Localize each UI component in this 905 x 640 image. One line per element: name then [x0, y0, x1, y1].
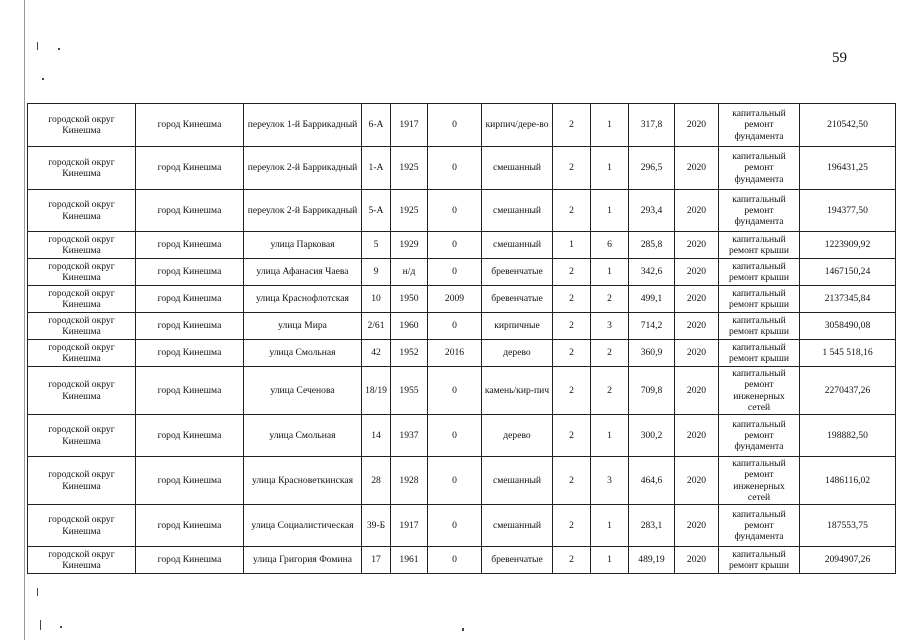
cost-cell: 210542,50: [800, 104, 896, 147]
wall-material-cell: дерево: [482, 340, 553, 367]
year-built-cell: 1917: [391, 505, 428, 547]
street-cell: улица Парковая: [244, 232, 362, 259]
floors-cell: 2: [553, 286, 591, 313]
settlement-cell: город Кинешма: [136, 367, 244, 415]
house-number-cell: 2/61: [362, 313, 391, 340]
table-row: [28, 505, 896, 547]
plan-year-cell: 2020: [675, 340, 719, 367]
table-row: [28, 259, 896, 286]
wall-material-cell: кирпич/дере-во: [482, 104, 553, 147]
wall-material-cell: бревенчатые: [482, 259, 553, 286]
area-cell: 714,2: [629, 313, 675, 340]
street-cell: улица Афанасия Чаева: [244, 259, 362, 286]
district-cell: городской округ Кинешма: [28, 147, 136, 190]
street-cell: переулок 1-й Баррикадный: [244, 104, 362, 147]
floors-cell: 2: [553, 104, 591, 147]
wall-material-cell: смешанный: [482, 190, 553, 232]
year-built-cell: 1925: [391, 190, 428, 232]
work-type-cell: капитальный ремонт фундамента: [719, 505, 800, 547]
settlement-cell: город Кинешма: [136, 104, 244, 147]
year-built-cell: 1928: [391, 457, 428, 505]
table-row: [28, 457, 896, 505]
house-number-cell: 1-А: [362, 147, 391, 190]
area-cell: 296,5: [629, 147, 675, 190]
cost-cell: 1223909,92: [800, 232, 896, 259]
district-cell: городской округ Кинешма: [28, 505, 136, 547]
year-built-cell: 1917: [391, 104, 428, 147]
work-type-cell: капитальный ремонт фундамента: [719, 104, 800, 147]
plan-year-cell: 2020: [675, 147, 719, 190]
page-number: 59: [832, 50, 847, 66]
floors-cell: 2: [553, 340, 591, 367]
entrances-cell: 2: [591, 340, 629, 367]
settlement-cell: город Кинешма: [136, 313, 244, 340]
year-repair-cell: 0: [428, 190, 482, 232]
area-cell: 464,6: [629, 457, 675, 505]
wall-material-cell: кирпичные: [482, 313, 553, 340]
floors-cell: 2: [553, 415, 591, 457]
street-cell: улица Сеченова: [244, 367, 362, 415]
plan-year-cell: 2020: [675, 415, 719, 457]
entrances-cell: 1: [591, 415, 629, 457]
wall-material-cell: бревенчатые: [482, 547, 553, 574]
year-repair-cell: 0: [428, 415, 482, 457]
house-number-cell: 14: [362, 415, 391, 457]
house-number-cell: 5-А: [362, 190, 391, 232]
work-type-cell: капитальный ремонт крыши: [719, 232, 800, 259]
work-type-cell: капитальный ремонт крыши: [719, 547, 800, 574]
table-row: [28, 147, 896, 190]
floors-cell: 2: [553, 190, 591, 232]
year-built-cell: 1961: [391, 547, 428, 574]
area-cell: 360,9: [629, 340, 675, 367]
settlement-cell: город Кинешма: [136, 286, 244, 313]
entrances-cell: 6: [591, 232, 629, 259]
district-cell: городской округ Кинешма: [28, 104, 136, 147]
district-cell: городской округ Кинешма: [28, 286, 136, 313]
year-repair-cell: 0: [428, 147, 482, 190]
house-number-cell: 5: [362, 232, 391, 259]
year-built-cell: н/д: [391, 259, 428, 286]
table-body: [28, 104, 896, 574]
house-number-cell: 17: [362, 547, 391, 574]
year-repair-cell: 0: [428, 104, 482, 147]
area-cell: 342,6: [629, 259, 675, 286]
house-number-cell: 10: [362, 286, 391, 313]
table-row: [28, 232, 896, 259]
year-repair-cell: 0: [428, 547, 482, 574]
buildings-table: [27, 103, 896, 574]
plan-year-cell: 2020: [675, 313, 719, 340]
work-type-cell: капитальный ремонт крыши: [719, 313, 800, 340]
house-number-cell: 9: [362, 259, 391, 286]
area-cell: 317,8: [629, 104, 675, 147]
cost-cell: 2094907,26: [800, 547, 896, 574]
entrances-cell: 1: [591, 104, 629, 147]
plan-year-cell: 2020: [675, 547, 719, 574]
wall-material-cell: смешанный: [482, 147, 553, 190]
settlement-cell: город Кинешма: [136, 457, 244, 505]
entrances-cell: 2: [591, 367, 629, 415]
district-cell: городской округ Кинешма: [28, 232, 136, 259]
district-cell: городской округ Кинешма: [28, 313, 136, 340]
settlement-cell: город Кинешма: [136, 505, 244, 547]
plan-year-cell: 2020: [675, 104, 719, 147]
street-cell: улица Краснофлотская: [244, 286, 362, 313]
wall-material-cell: бревенчатые: [482, 286, 553, 313]
district-cell: городской округ Кинешма: [28, 547, 136, 574]
street-cell: переулок 2-й Баррикадный: [244, 190, 362, 232]
year-built-cell: 1952: [391, 340, 428, 367]
settlement-cell: город Кинешма: [136, 415, 244, 457]
year-repair-cell: 2016: [428, 340, 482, 367]
settlement-cell: город Кинешма: [136, 232, 244, 259]
entrances-cell: 2: [591, 286, 629, 313]
area-cell: 293,4: [629, 190, 675, 232]
plan-year-cell: 2020: [675, 259, 719, 286]
floors-cell: 2: [553, 259, 591, 286]
year-built-cell: 1960: [391, 313, 428, 340]
area-cell: 283,1: [629, 505, 675, 547]
area-cell: 300,2: [629, 415, 675, 457]
cost-cell: 1486116,02: [800, 457, 896, 505]
cost-cell: 2137345,84: [800, 286, 896, 313]
table-row: [28, 415, 896, 457]
year-repair-cell: 0: [428, 367, 482, 415]
street-cell: улица Социалистическая: [244, 505, 362, 547]
area-cell: 499,1: [629, 286, 675, 313]
table-row: [28, 340, 896, 367]
settlement-cell: город Кинешма: [136, 547, 244, 574]
year-built-cell: 1929: [391, 232, 428, 259]
entrances-cell: 1: [591, 190, 629, 232]
wall-material-cell: смешанный: [482, 457, 553, 505]
house-number-cell: 42: [362, 340, 391, 367]
street-cell: улица Мира: [244, 313, 362, 340]
cost-cell: 187553,75: [800, 505, 896, 547]
table-row: [28, 286, 896, 313]
year-repair-cell: 0: [428, 457, 482, 505]
cost-cell: 194377,50: [800, 190, 896, 232]
table-row: [28, 367, 896, 415]
year-repair-cell: 0: [428, 313, 482, 340]
work-type-cell: капитальный ремонт инженерных сетей: [719, 457, 800, 505]
floors-cell: 2: [553, 505, 591, 547]
district-cell: городской округ Кинешма: [28, 190, 136, 232]
entrances-cell: 3: [591, 457, 629, 505]
entrances-cell: 1: [591, 147, 629, 190]
plan-year-cell: 2020: [675, 232, 719, 259]
district-cell: городской округ Кинешма: [28, 457, 136, 505]
work-type-cell: капитальный ремонт фундамента: [719, 147, 800, 190]
area-cell: 709,8: [629, 367, 675, 415]
house-number-cell: 28: [362, 457, 391, 505]
work-type-cell: капитальный ремонт крыши: [719, 286, 800, 313]
work-type-cell: капитальный ремонт крыши: [719, 259, 800, 286]
plan-year-cell: 2020: [675, 367, 719, 415]
wall-material-cell: смешанный: [482, 232, 553, 259]
table-row: [28, 547, 896, 574]
street-cell: улица Смольная: [244, 415, 362, 457]
plan-year-cell: 2020: [675, 505, 719, 547]
table-row: [28, 313, 896, 340]
year-built-cell: 1925: [391, 147, 428, 190]
area-cell: 285,8: [629, 232, 675, 259]
cost-cell: 1 545 518,16: [800, 340, 896, 367]
area-cell: 489,19: [629, 547, 675, 574]
settlement-cell: город Кинешма: [136, 259, 244, 286]
year-repair-cell: 0: [428, 232, 482, 259]
year-repair-cell: 2009: [428, 286, 482, 313]
year-built-cell: 1955: [391, 367, 428, 415]
work-type-cell: капитальный ремонт инженерных сетей: [719, 367, 800, 415]
district-cell: городской округ Кинешма: [28, 367, 136, 415]
plan-year-cell: 2020: [675, 457, 719, 505]
entrances-cell: 1: [591, 547, 629, 574]
street-cell: улица Красноветкинская: [244, 457, 362, 505]
wall-material-cell: камень/кир-пич: [482, 367, 553, 415]
house-number-cell: 18/19: [362, 367, 391, 415]
cost-cell: 3058490,08: [800, 313, 896, 340]
cost-cell: 196431,25: [800, 147, 896, 190]
wall-material-cell: дерево: [482, 415, 553, 457]
year-built-cell: 1950: [391, 286, 428, 313]
table-row: [28, 190, 896, 232]
settlement-cell: город Кинешма: [136, 190, 244, 232]
street-cell: улица Смольная: [244, 340, 362, 367]
entrances-cell: 1: [591, 259, 629, 286]
district-cell: городской округ Кинешма: [28, 340, 136, 367]
year-built-cell: 1937: [391, 415, 428, 457]
entrances-cell: 3: [591, 313, 629, 340]
floors-cell: 2: [553, 367, 591, 415]
plan-year-cell: 2020: [675, 190, 719, 232]
work-type-cell: капитальный ремонт фундамента: [719, 415, 800, 457]
entrances-cell: 1: [591, 505, 629, 547]
work-type-cell: капитальный ремонт крыши: [719, 340, 800, 367]
table-row: [28, 104, 896, 147]
plan-year-cell: 2020: [675, 286, 719, 313]
street-cell: переулок 2-й Баррикадный: [244, 147, 362, 190]
house-number-cell: 39-Б: [362, 505, 391, 547]
house-number-cell: 6-А: [362, 104, 391, 147]
cost-cell: 2270437,26: [800, 367, 896, 415]
settlement-cell: город Кинешма: [136, 147, 244, 190]
year-repair-cell: 0: [428, 259, 482, 286]
cost-cell: 1467150,24: [800, 259, 896, 286]
year-repair-cell: 0: [428, 505, 482, 547]
floors-cell: 2: [553, 547, 591, 574]
cost-cell: 198882,50: [800, 415, 896, 457]
work-type-cell: капитальный ремонт фундамента: [719, 190, 800, 232]
floors-cell: 2: [553, 457, 591, 505]
district-cell: городской округ Кинешма: [28, 259, 136, 286]
floors-cell: 1: [553, 232, 591, 259]
district-cell: городской округ Кинешма: [28, 415, 136, 457]
floors-cell: 2: [553, 313, 591, 340]
wall-material-cell: смешанный: [482, 505, 553, 547]
street-cell: улица Григория Фомина: [244, 547, 362, 574]
floors-cell: 2: [553, 147, 591, 190]
settlement-cell: город Кинешма: [136, 340, 244, 367]
